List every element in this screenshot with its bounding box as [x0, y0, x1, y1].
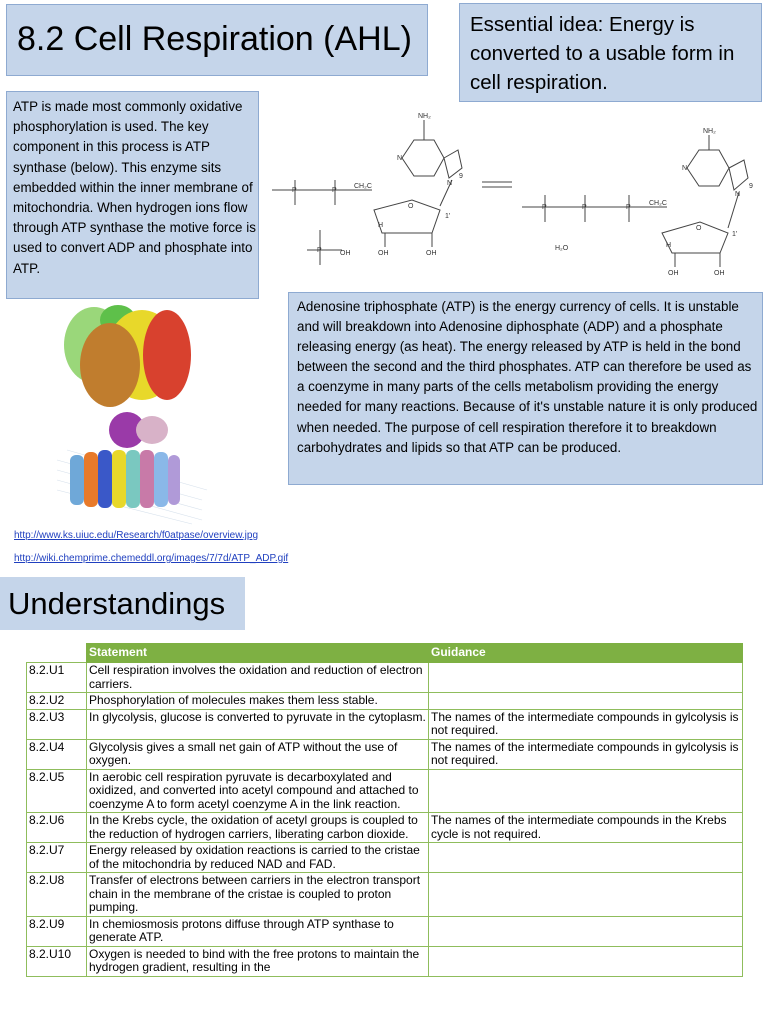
chem-h-left: H [378, 222, 384, 229]
table-row [27, 946, 743, 976]
chem-p-4: P [542, 204, 547, 211]
chem-p-5: P [582, 204, 587, 211]
row-statement: Glycolysis gives a small net gain of ATP without the use of oxygen. [87, 739, 429, 769]
chem-water: H₂O [555, 245, 569, 252]
chem-oh-left-1: OH [378, 250, 389, 257]
row-id: 8.2.U10 [27, 946, 87, 976]
chem-nh2-right: NH₂ [703, 128, 716, 135]
chem-nine-left: 9 [459, 173, 463, 180]
row-guidance [429, 843, 743, 873]
atp-synthase-text-box [6, 91, 259, 299]
chem-ch2-right: CH₂C [649, 200, 667, 207]
row-id: 8.2.U7 [27, 843, 87, 873]
chem-oh-left-2: OH [426, 250, 437, 257]
chem-n-left-1: N [397, 155, 403, 162]
row-statement: Energy released by oxidation reactions is carried to the cristae of the mitochondria by reduced NAD and FAD. [87, 843, 429, 873]
table-row [27, 709, 743, 739]
essential-idea-text: Essential idea: Energy is converted to a usable form in cell respiration. [470, 13, 735, 94]
table-row [27, 843, 743, 873]
atp-synthase-text: ATP is made most commonly oxidative phosphorylation is used. The key component in this process is ATP synthase (below). This enzyme sits embedded within the inner membrane of mitochondria. When hydrogen ions flow through ATP synthase the motive force is used to convert ADP and phosphate into ATP. [13, 99, 256, 276]
chem-h-right: H [666, 242, 672, 249]
chem-p-2: P [332, 187, 337, 194]
source-link-2[interactable]: http://wiki.chemprime.chemeddl.org/images/7/7d/ATP_ADP.gif [14, 553, 289, 564]
row-id: 8.2.U5 [27, 769, 87, 813]
section-title: Understandings [8, 586, 226, 621]
table-row [27, 693, 743, 710]
table-row [27, 739, 743, 769]
chem-n-right-1: N [682, 165, 688, 172]
row-id: 8.2.U3 [27, 709, 87, 739]
atp-energy-text-box [288, 292, 763, 485]
row-statement: Cell respiration involves the oxidation and reduction of electron carriers. [87, 663, 429, 693]
row-id: 8.2.U2 [27, 693, 87, 710]
row-guidance: The names of the intermediate compounds in gylcolysis is not required. [429, 739, 743, 769]
title-box [6, 4, 428, 76]
chem-o-left: O [408, 203, 414, 210]
row-guidance [429, 663, 743, 693]
chem-oh-phosphate: OH [340, 250, 351, 257]
atp-synthase-image [52, 300, 212, 525]
chem-oneprime-right: 1' [732, 231, 738, 238]
understandings-table [26, 643, 743, 977]
atp-adp-structure-diagram [262, 110, 765, 280]
row-guidance [429, 769, 743, 813]
row-statement: In the Krebs cycle, the oxidation of acetyl groups is coupled to the reduction of hydrogen carriers, liberating carbon dioxide. [87, 813, 429, 843]
row-id: 8.2.U8 [27, 873, 87, 917]
page-title: 8.2 Cell Respiration (AHL) [17, 20, 412, 58]
row-id: 8.2.U6 [27, 813, 87, 843]
row-statement: Phosphorylation of molecules makes them less stable. [87, 693, 429, 710]
chem-n-right-2: N [735, 191, 741, 198]
table-row [27, 769, 743, 813]
chem-o-right: O [696, 225, 702, 232]
header-guidance: Guidance [429, 644, 743, 663]
table-row [27, 813, 743, 843]
chem-nh2-left: NH₂ [418, 113, 431, 120]
row-guidance: The names of the intermediate compounds in gylcolysis is not required. [429, 709, 743, 739]
row-guidance: The names of the intermediate compounds in the Krebs cycle is not required. [429, 813, 743, 843]
row-id: 8.2.U9 [27, 916, 87, 946]
chem-p-3: P [317, 247, 322, 254]
table-row [27, 663, 743, 693]
row-statement: In glycolysis, glucose is converted to pyruvate in the cytoplasm. [87, 709, 429, 739]
table-row [27, 916, 743, 946]
essential-idea-box [459, 3, 762, 102]
table-header-row [27, 644, 743, 663]
chem-p-6: P [626, 204, 631, 211]
header-statement: Statement [87, 644, 429, 663]
row-statement: In chemiosmosis protons diffuse through ATP synthase to generate ATP. [87, 916, 429, 946]
chem-oneprime-left: 1' [445, 213, 451, 220]
understandings-header-box [0, 577, 245, 630]
row-statement: Oxygen is needed to bind with the free protons to maintain the hydrogen gradient, resulting in the [87, 946, 429, 976]
chem-p-1: P [292, 187, 297, 194]
chem-ch2-left: CH₂C [354, 183, 372, 190]
row-id: 8.2.U4 [27, 739, 87, 769]
chem-n-left-2: N [447, 180, 453, 187]
atp-energy-text: Adenosine triphosphate (ATP) is the energy currency of cells. It is unstable and will breakdown into Adenosine diphosphate (ADP) and a phosphate releasing energy (as heat). The energy released by ATP is held in the bond between the second and the third phosphates. ATP can therefore be used as a coenzyme in many parts of the cells metabolism providing the energy needed for many reactions. Because of it's unstable nature it is only produced when needed. The purpose of cell respiration therefore it to breakdown carbohydrates and lipids so that ATP can be produced. [297, 299, 758, 455]
row-guidance [429, 693, 743, 710]
row-id: 8.2.U1 [27, 663, 87, 693]
row-statement: In aerobic cell respiration pyruvate is decarboxylated and oxidized, and converted into acetyl compound and attached to coenzyme A to form acetyl coenzyme A in the link reaction. [87, 769, 429, 813]
row-guidance [429, 916, 743, 946]
chem-nine-right: 9 [749, 183, 753, 190]
source-links [14, 530, 288, 576]
chem-oh-right-2: OH [714, 270, 725, 277]
header-id [27, 644, 87, 663]
chem-oh-right-1: OH [668, 270, 679, 277]
row-guidance [429, 873, 743, 917]
source-link-1[interactable]: http://www.ks.uiuc.edu/Research/f0atpase/overview.jpg [14, 530, 259, 541]
table-row [27, 873, 743, 917]
row-guidance [429, 946, 743, 976]
row-statement: Transfer of electrons between carriers in the electron transport chain in the membrane of the cristae is coupled to proton pumping. [87, 873, 429, 917]
